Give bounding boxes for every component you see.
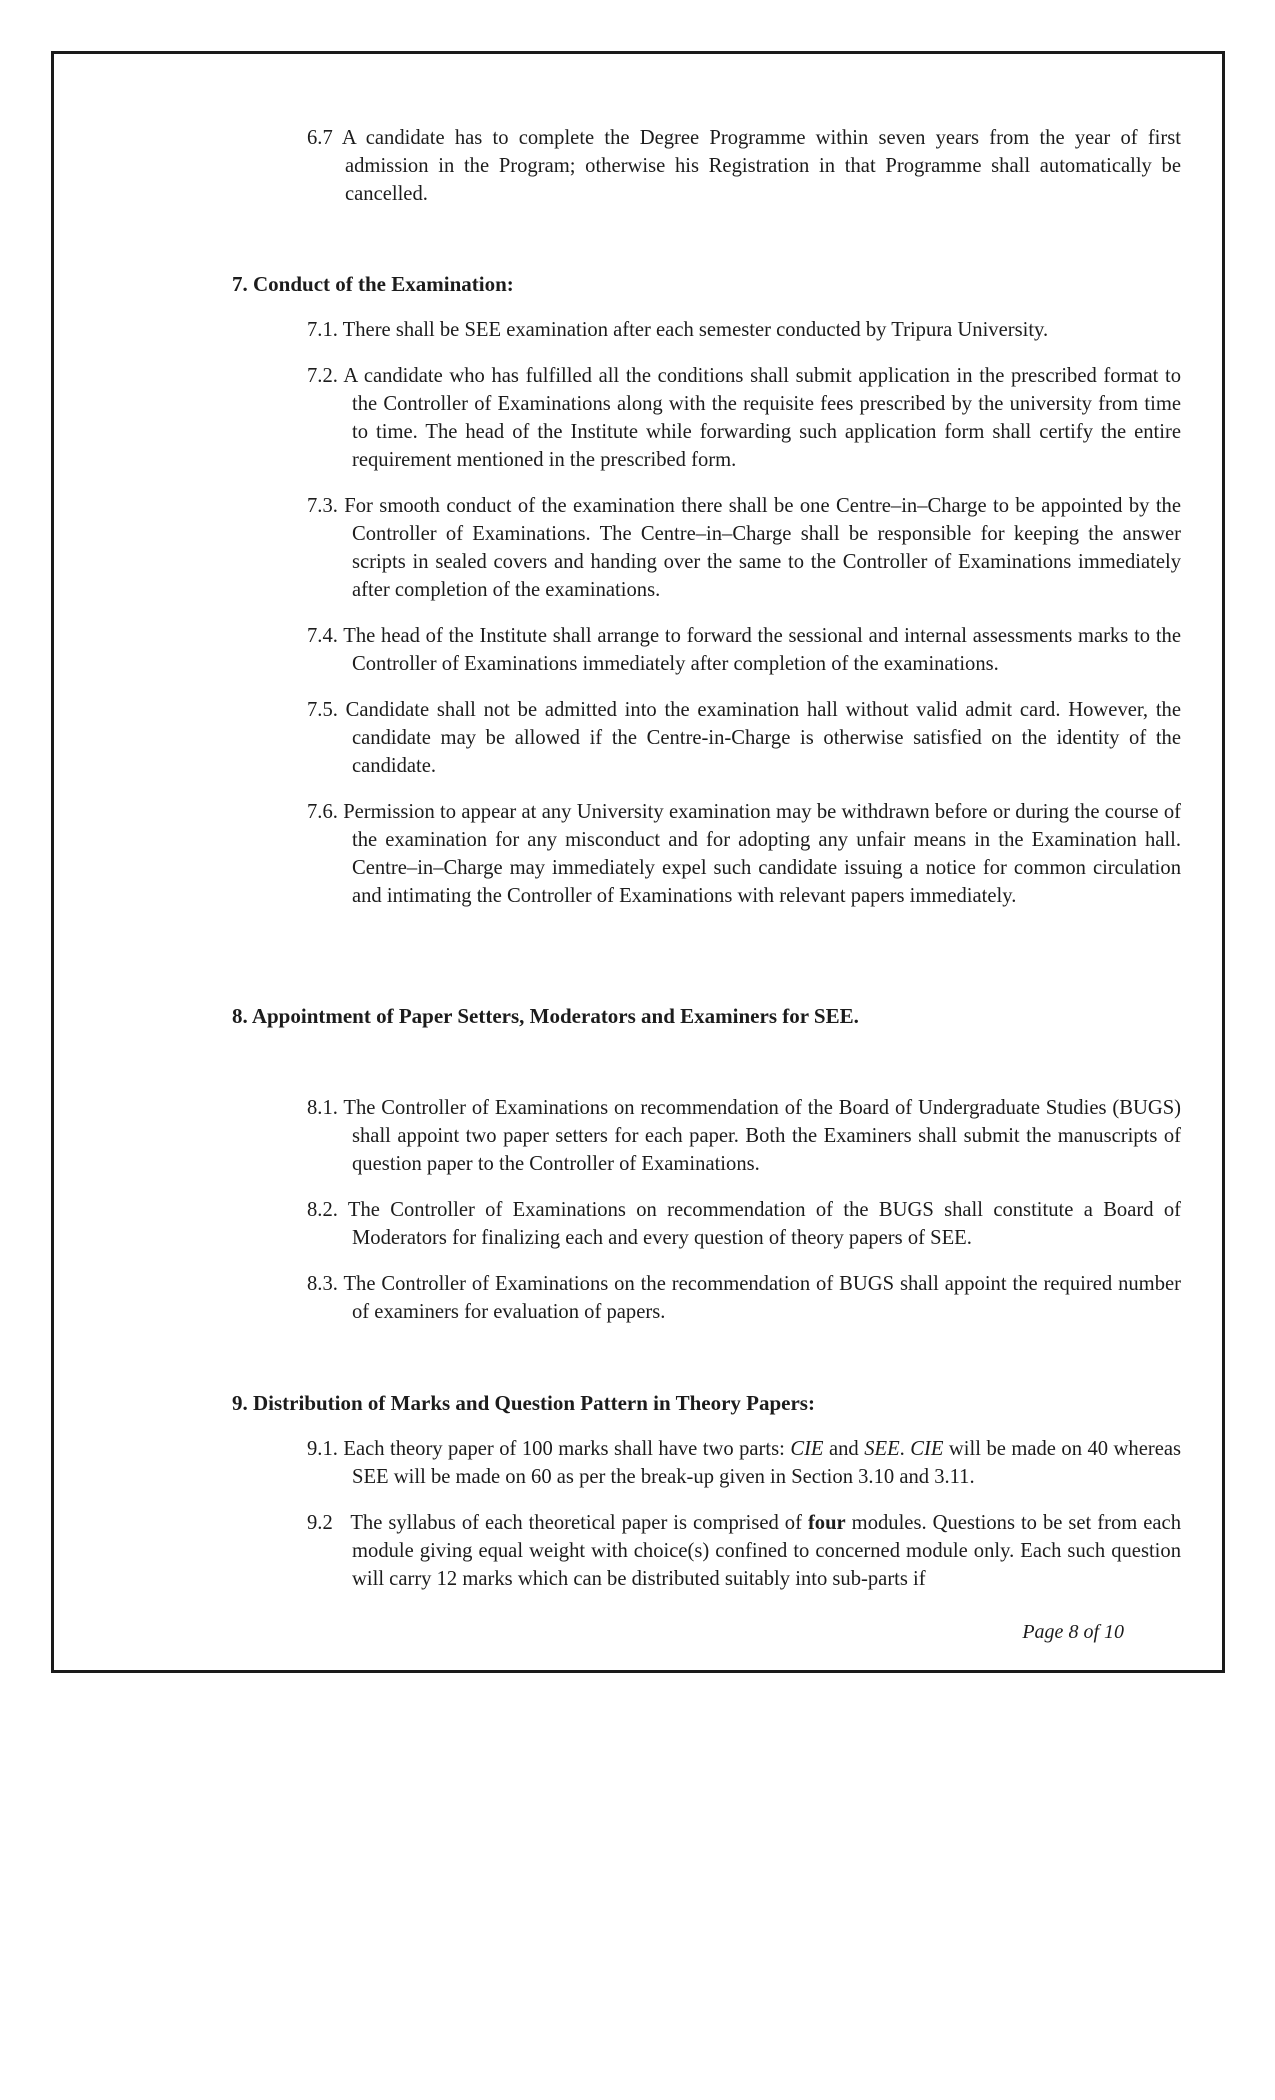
clause-8-2 bbox=[307, 1196, 1181, 1252]
clause-text: There shall be SEE examination after each semester conducted by Tripura University. bbox=[342, 319, 1049, 341]
clause-text: Permission to appear at any University examination may be withdrawn before or during the course of the examination for any misconduct and for adopting any unfair means in the Examination hall. Centre–in–Charge may immediately expel such candidate issuing a notice for common circulation and intimating the Controller of Examinations with relevant papers immediately. bbox=[343, 801, 1181, 907]
clause-number: 8.3. bbox=[307, 1273, 344, 1295]
section-8-heading: 8. Appointment of Paper Setters, Moderators and Examiners for SEE. bbox=[232, 1004, 859, 1028]
clause-text: A candidate who has fulfilled all the conditions shall submit application in the prescribed format to the Controller of Examinations along with the requisite fees prescribed by the university from time to time. The head of the Institute while forwarding such application form shall certify the entire requirement mentioned in the prescribed form. bbox=[343, 365, 1181, 471]
clause-text: The Controller of Examinations on recommendation of the Board of Undergraduate Studies (BUGS) shall appoint two paper setters for each paper. Both the Examiners shall submit the manuscripts of question paper to the Controller of Examinations. bbox=[343, 1097, 1182, 1175]
clause-number: 7.3. bbox=[307, 495, 345, 517]
clause-7-2 bbox=[307, 362, 1181, 474]
page-number: Page 8 of 10 bbox=[1022, 1621, 1124, 1643]
clause-text: Each theory paper of 100 marks shall have two parts: bbox=[343, 1438, 791, 1460]
clause-text: The Controller of Examinations on the recommendation of BUGS shall appoint the required number of examiners for evaluation of papers. bbox=[343, 1273, 1181, 1323]
section-7-heading: 7. Conduct of the Examination: bbox=[232, 272, 514, 296]
clause-number: 7.5. bbox=[307, 699, 346, 721]
clause-number: 7.1. bbox=[307, 319, 343, 341]
cie-term: CIE bbox=[910, 1438, 944, 1460]
clause-text: For smooth conduct of the examination there shall be one Centre–in–Charge to be appointed by the Controller of Examinations. The Centre–in–Charge shall be responsible for keeping the answer scripts in sealed covers and handing over the same to the Controller of Examinations immediately after completion of the examinations. bbox=[344, 495, 1181, 601]
cie-term: CIE bbox=[790, 1438, 824, 1460]
clause-number: 7.6. bbox=[307, 801, 344, 823]
clause-text: will be made on 40 whereas SEE will be made on 60 as per the break-up given in Section 3.10 and 3.11. bbox=[352, 1438, 1181, 1488]
clause-number: 8.1. bbox=[307, 1097, 344, 1119]
clause-text: The syllabus of each theoretical paper is comprised of bbox=[350, 1512, 808, 1534]
clause-number: 9.2 bbox=[307, 1512, 351, 1534]
clause-text: The head of the Institute shall arrange to forward the sessional and internal assessments marks to the Controller of Examinations immediately after completion of the examinations. bbox=[343, 625, 1181, 675]
clause-text: modules. Questions to be set from each module giving equal weight with choice(s) confined to concerned module only. Each such question will carry 12 marks which can be distributed suitably into sub-parts if bbox=[352, 1512, 1181, 1590]
clause-number: 9.1. bbox=[307, 1438, 344, 1460]
clause-number: 8.2. bbox=[307, 1199, 348, 1221]
clause-text: A candidate has to complete the Degree Programme within seven years from the year of first admission in the Program; otherwise his Registration in that Programme shall automatically be cancelled. bbox=[341, 127, 1181, 205]
clause-number: 7.4. bbox=[307, 625, 344, 647]
clause-7-3 bbox=[307, 492, 1181, 604]
clause-text: Candidate shall not be admitted into the examination hall without valid admit card. However, the candidate may be allowed if the Centre-in-Charge is otherwise satisfied on the identity of the candidate. bbox=[345, 699, 1181, 777]
clause-text: and bbox=[823, 1438, 865, 1460]
page-content bbox=[54, 54, 1222, 1670]
clause-number: 6.7 bbox=[307, 127, 342, 149]
clause-7-4 bbox=[307, 622, 1181, 678]
clause-7-6 bbox=[307, 798, 1181, 910]
clause-text: The Controller of Examinations on recommendation of the BUGS shall constitute a Board of Moderators for finalizing each and every question of theory papers of SEE. bbox=[347, 1199, 1182, 1249]
clause-7-1 bbox=[307, 316, 1181, 344]
clause-6-7 bbox=[307, 124, 1181, 208]
clause-7-5 bbox=[307, 696, 1181, 780]
clause-9-2 bbox=[307, 1509, 1181, 1593]
clause-9-1 bbox=[307, 1435, 1181, 1491]
clause-8-3 bbox=[307, 1270, 1181, 1326]
see-term: SEE bbox=[864, 1438, 900, 1460]
clause-number: 7.2. bbox=[307, 365, 344, 387]
page-border bbox=[51, 51, 1225, 1673]
clause-text: . bbox=[899, 1438, 911, 1460]
clause-8-1 bbox=[307, 1094, 1181, 1178]
emphasis-text: four bbox=[807, 1512, 846, 1534]
section-9-heading: 9. Distribution of Marks and Question Pattern in Theory Papers: bbox=[232, 1391, 815, 1415]
